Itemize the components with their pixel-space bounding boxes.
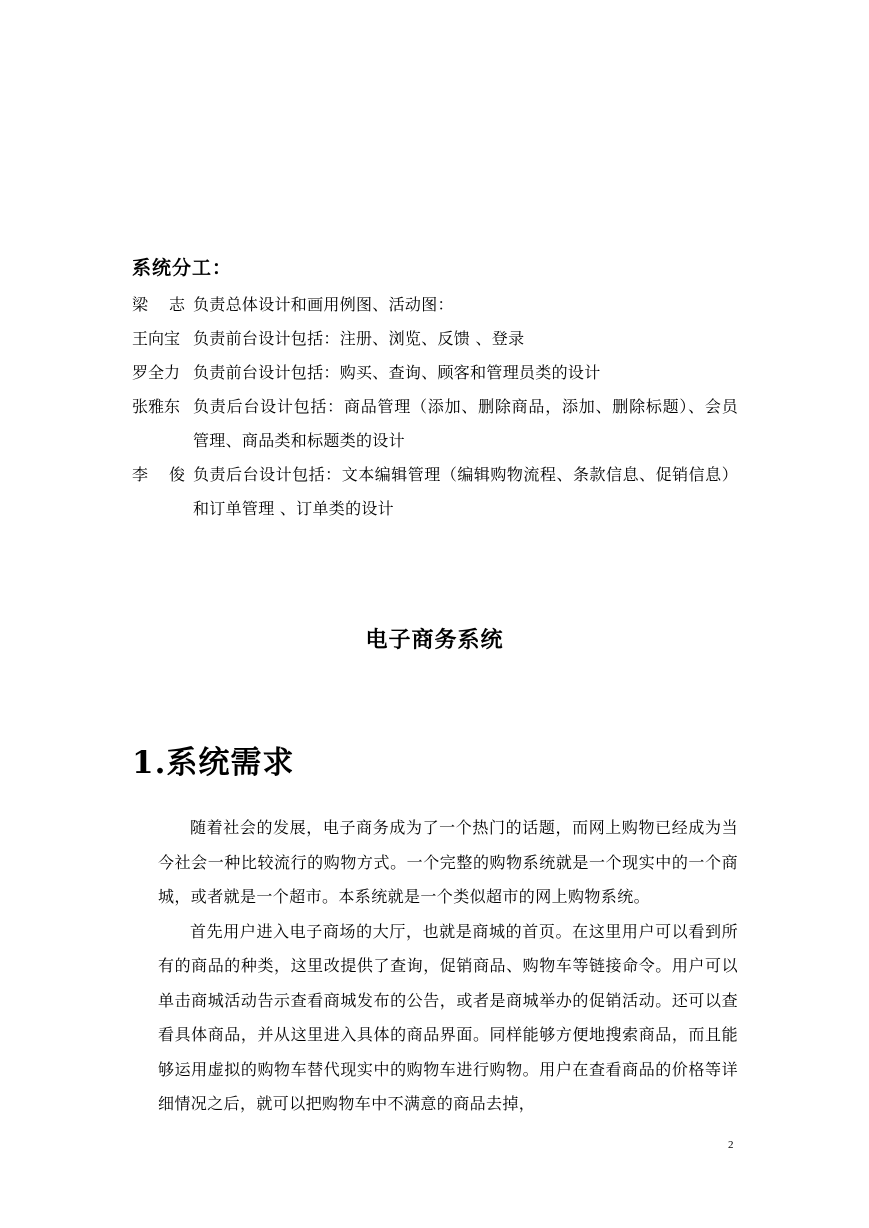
document-title: 电子商务系统 — [365, 627, 504, 653]
member-name: 王向宝 — [132, 329, 181, 348]
member-duty: 负责总体设计和画用例图、活动图： — [193, 295, 454, 314]
member-duty: 负责后台设计包括：商品管理（添加、删除商品，添加、删除标题）、会员管理、商品类和标题类的设计 — [193, 397, 738, 450]
page-number: 2 — [728, 1139, 734, 1151]
member-name: 罗全力 — [132, 363, 181, 382]
member-duty: 负责后台设计包括：文本编辑管理（编辑购物流程、条款信息、促销信息）和订单管理 、订单类的设计 — [193, 465, 738, 518]
body-paragraph: 随着社会的发展，电子商务成为了一个热门的话题，而网上购物已经成为当今社会一种比较流行的购物方式。一个完整的购物系统就是一个现实中的一个商城，或者就是一个超市。本系统就是一个类似超市的网上购物系统。 — [158, 818, 738, 906]
member-name: 李俊 — [132, 465, 207, 484]
member-duty: 负责前台设计包括：购买、查询、顾客和管理员类的设计 — [193, 363, 601, 382]
body-paragraph: 首先用户进入电子商场的大厅，也就是商城的首页。在这里用户可以看到所有的商品的种类，这里改提供了查询，促销商品、购物车等链接命令。用户可以单击商城活动告示查看商城发布的公告，或者是商城举办的促销活动。还可以查看具体商品，并从这里进入具体的商品界面。同样能够方便地搜索商品，而且能够运用虚拟的购物车替代现实中的购物车进行购物。用户在查看商品的价格等详细情况之后，就可以把购物车中不满意的商品去掉， — [158, 921, 738, 1113]
section-heading: 1.系统需求 — [132, 745, 295, 781]
division-title: 系统分工： — [132, 257, 233, 279]
member-name: 梁志 — [132, 295, 207, 314]
section-body — [158, 811, 738, 1122]
member-duty: 负责前台设计包括：注册、浏览、反馈 、登录 — [193, 329, 525, 348]
member-name: 张雅东 — [132, 397, 181, 416]
